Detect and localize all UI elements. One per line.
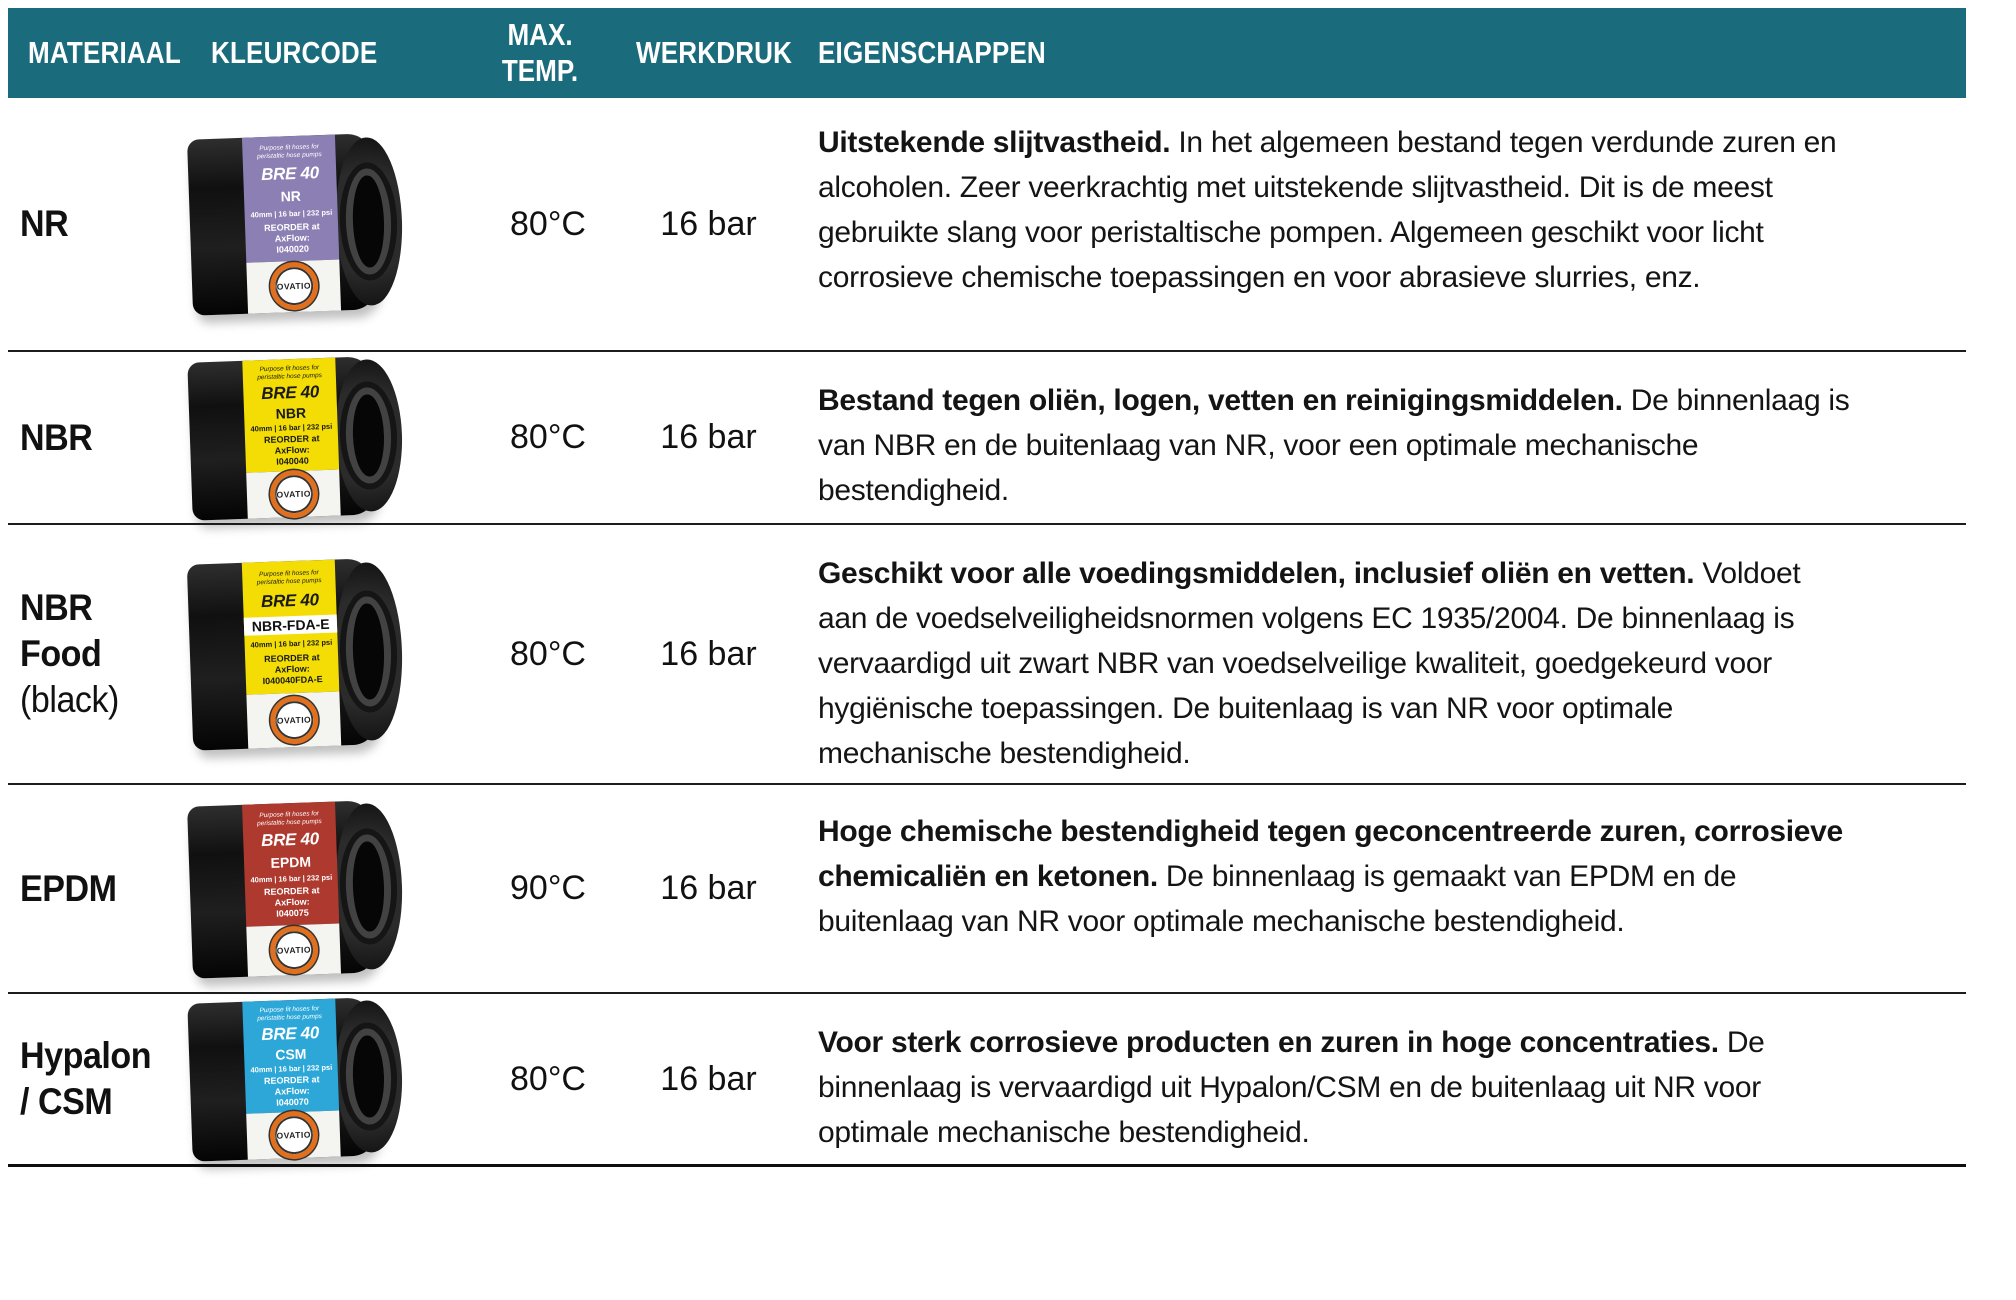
hose-label-reorder: REORDER at AxFlow: I040070	[247, 1074, 337, 1110]
col-header-werkdruk: WERKDRUK	[636, 35, 793, 70]
hose-label-code: EPDM	[270, 853, 312, 871]
hose-label-sku: I040040	[276, 455, 309, 467]
hose-label-series: BRE 40	[260, 163, 320, 185]
table-row	[8, 785, 1966, 992]
eigenschappen-text: Hoge chemische bestendigheid tegen geconcentreerde zuren, corrosieve chemicaliën en ketonen. De binnenlaag is gemaakt van EPDM en de buitenlaag van NR voor optimale mechanische bestendigheid.	[818, 815, 1843, 938]
ovatio-logo-text: OVATIO	[276, 1129, 312, 1141]
hose-label-sku: I040075	[276, 908, 310, 920]
werkdruk-value: 16 bar	[660, 204, 757, 243]
table-row	[8, 98, 1966, 350]
ovatio-logo-text: OVATIO	[276, 944, 312, 956]
werkdruk-value: 16 bar	[660, 869, 757, 907]
max-temp-value: 80°C	[510, 204, 586, 243]
ovatio-logo	[269, 695, 319, 745]
material-name: NBR Food (black)	[20, 587, 119, 720]
hose-label-reorder: REORDER at AxFlow: I040040FDA-E	[247, 652, 337, 688]
hose-label-code: NBR-FDA-E	[244, 615, 337, 636]
werkdruk-value: 16 bar	[660, 1059, 757, 1098]
hose-photo	[187, 996, 404, 1161]
material-name: Hypalon / CSM	[20, 1035, 152, 1122]
hose-bore	[352, 1035, 385, 1118]
ovatio-logo-text: OVATIO	[276, 714, 312, 726]
hose-label-reorder: REORDER at AxFlow: I040020	[247, 220, 337, 256]
hose-label-note: Purpose fit hoses for peristaltic hose pumps	[256, 569, 322, 587]
ovatio-logo	[269, 1110, 319, 1160]
hose-label-note: Purpose fit hoses for peristaltic hose pumps	[256, 143, 322, 161]
hose-label-code: CSM	[275, 1045, 307, 1063]
hose-label	[242, 560, 342, 749]
col-header-max-temp-line2: TEMP.	[501, 53, 579, 88]
hose-bore	[352, 603, 386, 700]
hose-label-note: Purpose fit hoses for peristaltic hose pumps	[256, 809, 322, 828]
hose-label-code: NBR	[275, 404, 307, 422]
hose-bore	[352, 394, 385, 477]
table-row	[8, 352, 1966, 523]
eigenschappen-text: Bestand tegen oliën, logen, vetten en reinigingsmiddelen. De binnenlaag is van NBR en de buitenlaag van NR, voor een optimale mechanische bestendigheid.	[818, 384, 1850, 507]
max-temp-value: 80°C	[510, 1059, 586, 1098]
werkdruk-value: 16 bar	[660, 634, 757, 673]
col-header-max-temp	[469, 17, 612, 89]
hose-label-spec: 40mm | 16 bar | 232 psi	[250, 207, 333, 220]
hose-label	[242, 358, 341, 519]
max-temp-value: 80°C	[510, 418, 586, 456]
max-temp-value: 80°C	[510, 634, 586, 673]
hose-label-reorder: REORDER at AxFlow: I040040	[247, 433, 337, 469]
eigenschappen-text: Geschikt voor alle voedingsmiddelen, inclusief oliën en vetten. Voldoet aan de voedselveiligheidsnormen volgens EC 1935/2004. De binnenlaag is vervaardigd uit zwart NBR van voedselveilige kwaliteit, goedgekeurd voor hygiënische toepassingen. De buitenlaag is van NR voor optimale mechanische bestendigheid.	[818, 557, 1801, 770]
col-header-kleurcode: KLEURCODE	[211, 35, 378, 70]
max-temp-value: 90°C	[510, 869, 586, 907]
table-row	[8, 525, 1966, 783]
hose-label-spec: 40mm | 16 bar | 232 psi	[250, 1062, 333, 1075]
hose-label-series: BRE 40	[260, 382, 320, 404]
hose-photo	[187, 799, 405, 978]
table-row	[8, 994, 1966, 1164]
ovatio-logo-text: OVATIO	[276, 488, 312, 500]
hose-label-code: NR	[280, 188, 302, 205]
ovatio-logo	[269, 262, 319, 312]
hose-label-note: Purpose fit hoses for peristaltic hose pumps	[257, 1005, 323, 1023]
hose-label-spec: 40mm | 16 bar | 232 psi	[250, 637, 333, 650]
table-header-bar	[8, 8, 1966, 98]
hose-label-series: BRE 40	[260, 1023, 320, 1045]
hose-label	[242, 135, 341, 314]
table-bottom-border	[8, 1164, 1966, 1167]
hose-photo	[187, 132, 405, 315]
hose-label-note: Purpose fit hoses for peristaltic hose pumps	[257, 364, 323, 382]
material-name: NBR	[20, 416, 93, 458]
material-name: NR	[20, 203, 69, 244]
col-header-eigenschappen: EIGENSCHAPPEN	[818, 35, 1046, 70]
eigenschappen-text: Voor sterk corrosieve producten en zuren in hoge concentraties. De binnenlaag is vervaardigd uit Hypalon/CSM en de buitenlaag uit NR voor optimale mechanische bestendigheid.	[818, 1026, 1765, 1149]
hose-label-sku: I040020	[276, 243, 310, 255]
hose-photo	[187, 557, 405, 750]
hose-label-series: BRE 40	[260, 829, 320, 851]
col-header-max-temp-line1: MAX.	[507, 17, 573, 52]
ovatio-logo	[269, 469, 319, 519]
eigenschappen-text: Uitstekende slijtvastheid. In het algemeen bestand tegen verdunde zuren en alcoholen. Zeer veerkrachtig met uitstekende slijtvastheid. Dit is de meest gebruikte slang voor peristaltische pompen. Algemeen geschikt voor licht corrosieve chemische toepassingen en voor abrasieve slurries, enz.	[818, 126, 1837, 294]
hose-label-sku: I040070	[276, 1096, 309, 1108]
hose-bore	[352, 175, 385, 267]
hose-label	[242, 999, 341, 1160]
col-header-materiaal: MATERIAAL	[28, 35, 181, 70]
hose-bore	[352, 841, 385, 931]
hose-photo	[187, 355, 404, 520]
ovatio-logo-text: OVATIO	[276, 280, 312, 293]
hose-label-spec: 40mm | 16 bar | 232 psi	[250, 872, 333, 885]
werkdruk-value: 16 bar	[660, 418, 757, 456]
ovatio-logo	[269, 925, 319, 975]
hose-label-spec: 40mm | 16 bar | 232 psi	[250, 421, 333, 434]
hose-label-sku: I040040FDA-E	[262, 674, 323, 687]
material-name: EPDM	[20, 867, 117, 909]
hose-label-series: BRE 40	[260, 590, 320, 612]
hose-label-reorder: REORDER at AxFlow: I040075	[247, 885, 337, 921]
hose-label	[242, 802, 341, 977]
